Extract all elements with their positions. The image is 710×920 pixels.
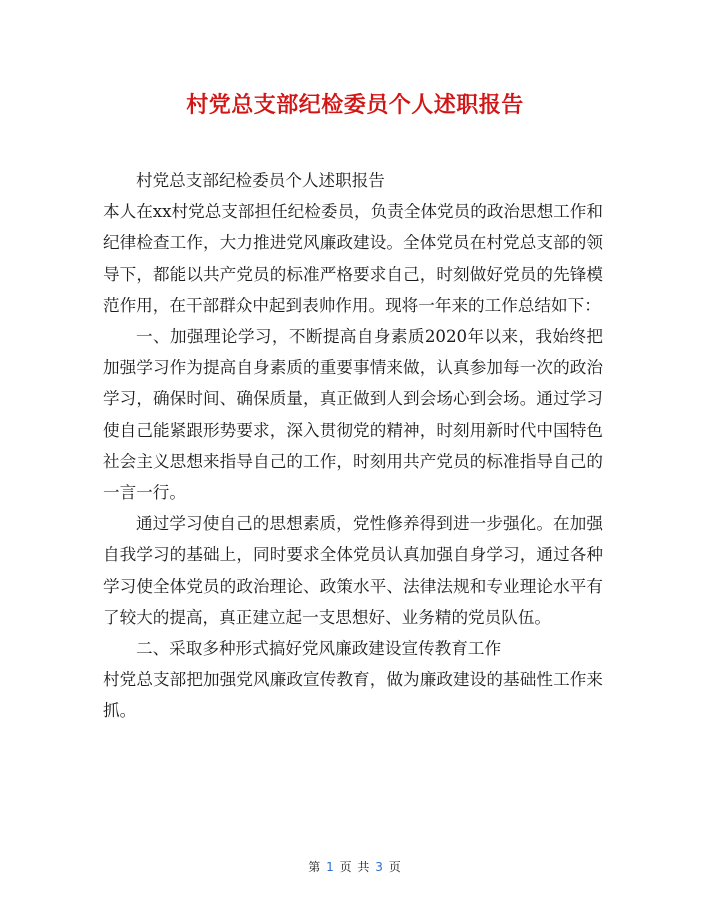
paragraph-section-1: 一、加强理论学习，不断提高自身素质2020年以来，我始终把加强学习作为提高自身素质的重要事情来做，认真参加每一次的政治学习，确保时间、确保质量，真正做到人到会场心到会场。通过学习使自己能紧跟形势要求，深入贯彻党的精神，时刻用新时代中国特色社会主义思想来指导自己的工作，时刻用共产党员的标准指导自己的一言一行。 (103, 327, 603, 503)
footer-prefix: 第 (308, 860, 322, 874)
paragraph-intro: 本人在xx村党总支部担任纪检委员，负责全体党员的政治思想工作和纪律检查工作，大力推进党风廉政建设。全体党员在村党总支部的领导下，都能以共产党员的标准严格要求自己，时刻做好党员的先锋模范作用，在干部群众中起到表帅作用。现将一年来的工作总结如下： (103, 202, 603, 315)
footer-middle: 页 共 (339, 860, 371, 874)
footer-suffix: 页 (388, 860, 402, 874)
page-footer (0, 858, 710, 875)
footer-page-number: 1 (326, 860, 335, 874)
paragraph-section-2: 村党总支部把加强党风廉政宣传教育，做为廉政建设的基础性工作来抓。 (103, 670, 603, 721)
paragraph-section-2-heading: 二、采取多种形式搞好党风廉政建设宣传教育工作 (136, 639, 502, 659)
footer-total-pages: 3 (375, 860, 384, 874)
document-title: 村党总支部纪检委员个人述职报告 (186, 93, 524, 118)
paragraph-subtitle: 村党总支部纪检委员个人述职报告 (136, 171, 385, 190)
paragraph-section-1-cont: 通过学习使自己的思想素质，党性修养得到进一步强化。在加强自我学习的基础上，同时要求全体党员认真加强自身学习，通过各种学习使全体党员的政治理论、政策水平、法律法规和专业理论水平有了较大的提高，真正建立起一支思想好、业务精的党员队伍。 (103, 514, 603, 627)
document-body (103, 165, 603, 727)
